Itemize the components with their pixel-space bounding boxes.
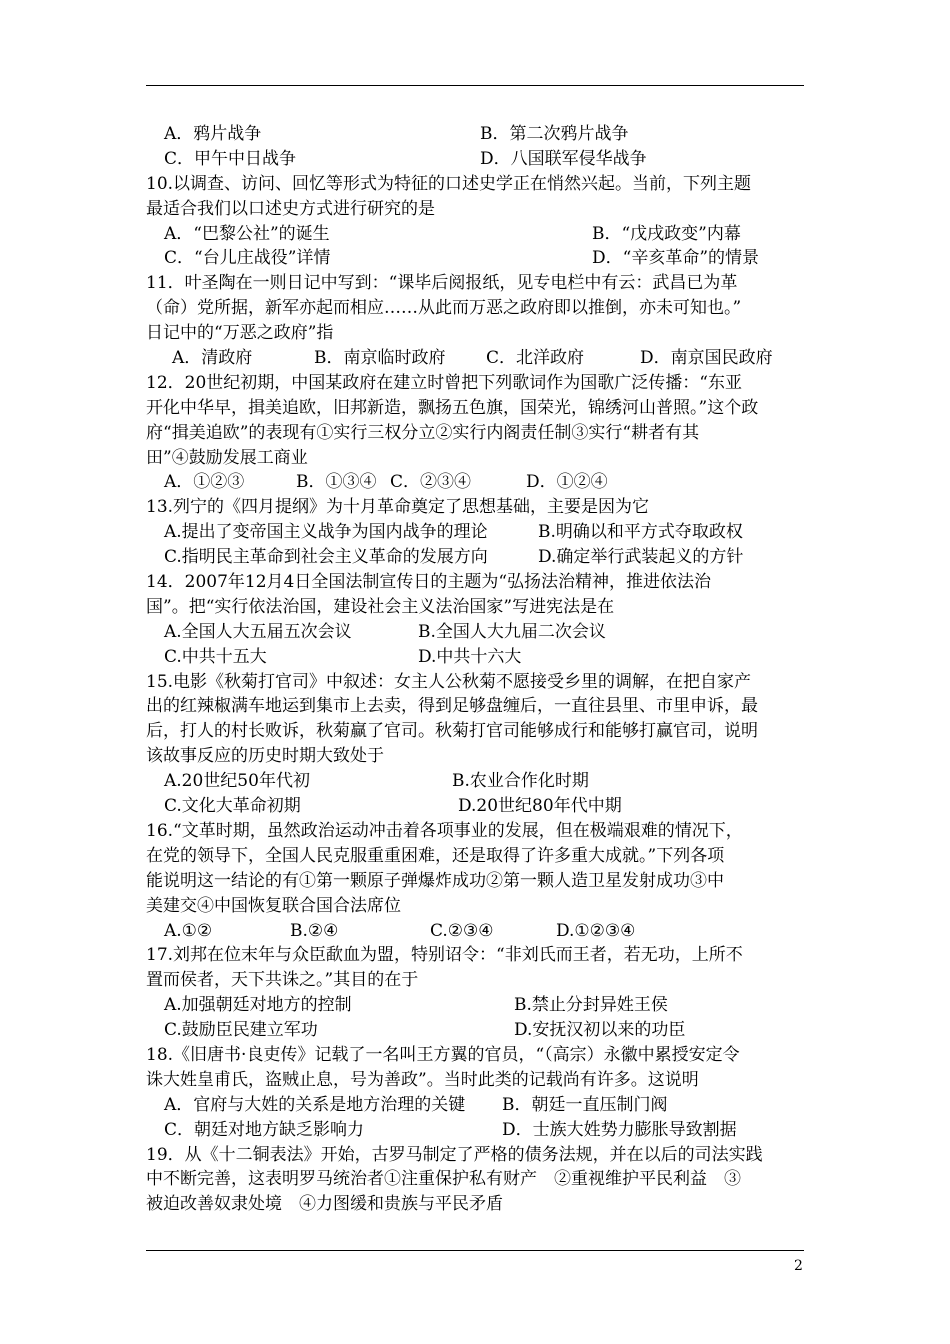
q19-stem-line-1: 19．从《十二铜表法》开始，古罗马制定了严格的债务法规，并在以后的司法实践 xyxy=(146,1144,763,1165)
q17-stem-line-2: 置而侯者，天下共诛之。”其目的在于 xyxy=(146,970,419,991)
q10-option-b: B．“戊戌政变”内幕 xyxy=(592,223,741,244)
q18-option-d: D．士族大姓势力膨胀导致割据 xyxy=(502,1119,737,1140)
q14-stem-line-1: 14．2007年12月4日全国法制宣传日的主题为“弘扬法治精神，推进依法治 xyxy=(146,572,712,593)
q14-stem-line-2: 国”。把“实行依法治国，建设社会主义法治国家”写进宪法是在 xyxy=(146,596,615,617)
q12-stem-line-3: 府“揖美追欧”的表现有①实行三权分立②实行内阁责任制③实行“耕者有其 xyxy=(146,422,700,443)
q16-stem-line-4: 美建交④中国恢复联合国合法席位 xyxy=(146,895,401,916)
q12-option-c: C．②③④ xyxy=(390,472,472,493)
q17-options-row-2 xyxy=(146,1018,810,1043)
q12-stem-line-4: 田”④鼓励发展工商业 xyxy=(146,447,308,468)
q18-option-b: B．朝廷一直压制门阀 xyxy=(502,1094,668,1115)
q16-stem-line-1: 16.“文革时期，虽然政治运动冲击着各项事业的发展，但在极端艰难的情况下， xyxy=(146,820,743,841)
q15-stem-line-3: 后，打人的村长败诉，秋菊赢了官司。秋菊打官司能够成行和能够打赢官司，说明 xyxy=(146,721,758,742)
q15-option-a: A.20世纪50年代初 xyxy=(164,771,310,792)
q15-option-c: C.文化大革命初期 xyxy=(164,796,301,817)
q14-option-c: C.中共十五大 xyxy=(164,646,267,667)
q16-options-row xyxy=(146,919,810,944)
q10-option-c: C．“台儿庄战役”详情 xyxy=(164,248,331,269)
q13-options-row-2 xyxy=(146,545,810,570)
q17-option-a: A.加强朝廷对地方的控制 xyxy=(164,995,352,1016)
q17-option-d: D.安抚汉初以来的功臣 xyxy=(514,1020,686,1041)
q11-option-a: A．清政府 xyxy=(172,348,253,369)
q13-stem-line-1: 13.列宁的《四月提纲》为十月革命奠定了思想基础，主要是因为它 xyxy=(146,497,650,518)
q12-option-b: B．①③④ xyxy=(296,472,377,493)
q16-option-a: A.①② xyxy=(164,920,213,941)
q16-stem-line-3: 能说明这一结论的有①第一颗原子弹爆炸成功②第一颗人造卫星发射成功③中 xyxy=(146,870,724,891)
q17-stem-line-1: 17.刘邦在位末年与众臣歃血为盟，特别诏令：“非刘氏而王者，若无功，上所不 xyxy=(146,945,743,966)
q16-option-d: D.①②③④ xyxy=(556,920,636,941)
question-content xyxy=(146,122,810,1217)
q16-option-c: C.②③④ xyxy=(430,920,494,941)
q12-option-a: A．①②③ xyxy=(164,472,245,493)
page-number: 2 xyxy=(794,1258,803,1274)
q18-stem-line-2: 诛大姓皇甫氏，盗贼止息，号为善政”。当时此类的记载尚有许多。这说明 xyxy=(146,1069,699,1090)
q12-option-d: D．①②④ xyxy=(526,472,608,493)
q18-stem-line-1: 18.《旧唐书·良吏传》记载了一名叫王方翼的官员，“（高宗）永徽中累授安定令 xyxy=(146,1044,740,1065)
q9-option-a: A．鸦片战争 xyxy=(164,124,262,144)
q11-option-b: B．南京临时政府 xyxy=(314,348,446,369)
q14-options-row-1 xyxy=(146,620,810,645)
q9-options-row-1 xyxy=(146,122,810,147)
q13-option-b: B.明确以和平方式夺取政权 xyxy=(538,522,743,543)
q18-options-row-2 xyxy=(146,1118,810,1143)
q11-option-c: C．北洋政府 xyxy=(486,348,585,369)
q10-options-row-2 xyxy=(146,246,810,271)
header-rule xyxy=(146,85,804,86)
q15-stem-line-1: 15.电影《秋菊打官司》中叙述：女主人公秋菊不愿接受乡里的调解，在把自家产 xyxy=(146,671,752,692)
q9-option-c: C．甲午中日战争 xyxy=(164,148,297,169)
q10-option-a: A．“巴黎公社”的诞生 xyxy=(164,223,330,244)
q18-option-a: A．官府与大姓的关系是地方治理的关键 xyxy=(164,1094,466,1115)
q10-stem-line-1: 10.以调查、访问、回忆等形式为特征的口述史学正在悄然兴起。当前，下列主题 xyxy=(146,173,752,194)
q10-options-row-1 xyxy=(146,222,810,247)
q9-options-row-2 xyxy=(146,147,810,172)
q15-stem-line-4: 该故事反应的历史时期大致处于 xyxy=(146,746,384,767)
q15-option-b: B.农业合作化时期 xyxy=(452,771,589,792)
q14-option-a: A.全国人大五届五次会议 xyxy=(164,621,352,642)
q17-options-row-1 xyxy=(146,993,810,1018)
q11-stem-line-2: （命）党所据，新军亦起而相应……从此而万恶之政府即以推倒，亦未可知也。” xyxy=(146,298,742,319)
q12-stem-line-1: 12．20世纪初期，中国某政府在建立时曾把下列歌词作为国歌广泛传播：“东亚 xyxy=(146,372,742,393)
q12-options-row xyxy=(146,470,810,495)
q15-option-d: D.20世纪80年代中期 xyxy=(458,796,622,817)
q14-options-row-2 xyxy=(146,645,810,670)
q13-option-a: A.提出了变帝国主义战争为国内战争的理论 xyxy=(164,522,488,543)
q13-options-row-1 xyxy=(146,520,810,545)
q14-option-b: B.全国人大九届二次会议 xyxy=(418,621,606,642)
q13-option-c: C.指明民主革命到社会主义革命的发展方向 xyxy=(164,547,488,568)
q15-options-row-1 xyxy=(146,769,810,794)
q15-stem-line-2: 出的红辣椒满车地运到集市上去卖，得到足够盘缠后，一直往县里、市里申诉，最 xyxy=(146,696,758,717)
q9-option-b: B．第二次鸦片战争 xyxy=(480,124,629,144)
q13-option-d: D.确定举行武装起义的方针 xyxy=(538,547,744,568)
q18-options-row-1 xyxy=(146,1093,810,1118)
q19-stem-line-2: 中不断完善，这表明罗马统治者①注重保护私有财产 ②重视维护平民利益 ③ xyxy=(146,1169,741,1190)
q11-options-row xyxy=(146,346,810,371)
q17-option-b: B.禁止分封异姓王侯 xyxy=(514,995,668,1016)
q10-stem-line-2: 最适合我们以口述史方式进行研究的是 xyxy=(146,198,435,219)
q16-stem-line-2: 在党的领导下，全国人民克服重重困难，还是取得了许多重大成就。”下列各项 xyxy=(146,845,725,866)
q16-option-b: B.②④ xyxy=(290,920,339,941)
q19-stem-line-3: 被迫改善奴隶处境 ④力图缓和贵族与平民矛盾 xyxy=(146,1194,503,1215)
q11-option-d: D．南京国民政府 xyxy=(640,348,773,369)
q17-option-c: C.鼓励臣民建立军功 xyxy=(164,1020,318,1041)
q14-option-d: D.中共十六大 xyxy=(418,646,522,667)
q11-stem-line-3: 日记中的“万恶之政府”指 xyxy=(146,323,334,344)
q10-option-d: D．“辛亥革命”的情景 xyxy=(592,248,760,269)
footer-rule xyxy=(146,1250,804,1251)
q9-option-d: D．八国联军侵华战争 xyxy=(480,148,647,169)
q12-stem-line-2: 开化中华早，揖美追欧，旧邦新造，飘扬五色旗，国荣光，锦绣河山普照。”这个政 xyxy=(146,397,759,418)
q11-stem-line-1: 11．叶圣陶在一则日记中写到：“课毕后阅报纸，见专电栏中有云：武昌已为革 xyxy=(146,273,738,294)
q15-options-row-2 xyxy=(146,794,810,819)
q18-option-c: C．朝廷对地方缺乏影响力 xyxy=(164,1119,365,1140)
